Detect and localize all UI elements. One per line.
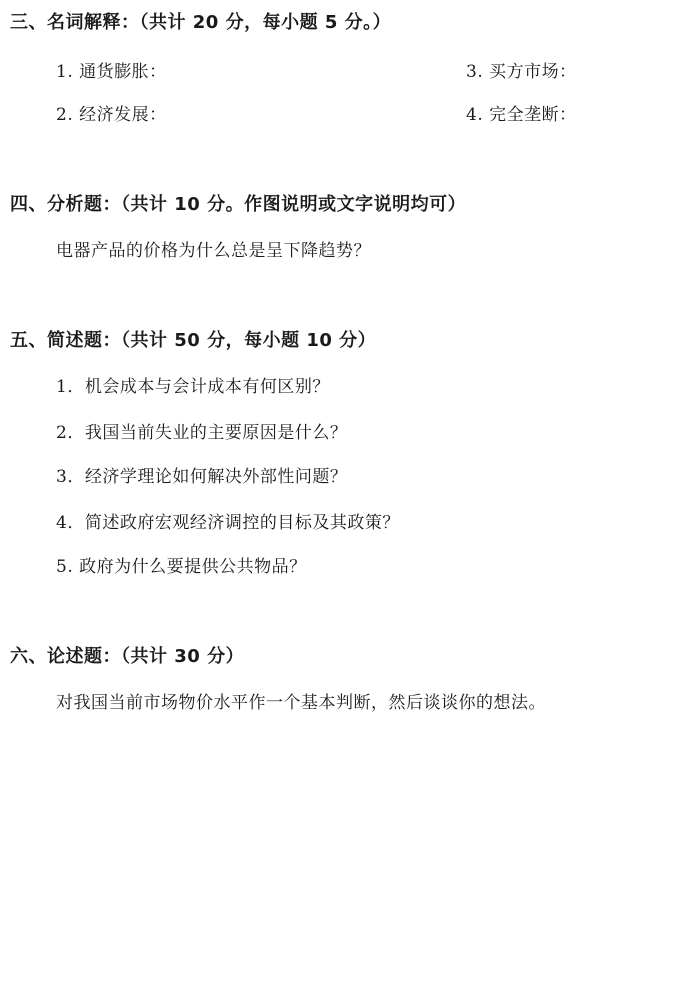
section-6-heading: 六、论述题：（共计 30 分） [10, 646, 245, 667]
section-4-question: 电器产品的价格为什么总是呈下降趋势？ [56, 241, 371, 261]
section-5-question-2: 2．我国当前失业的主要原因是什么？ [56, 423, 348, 443]
section-3-item-2: 2. 经济发展： [56, 105, 167, 125]
section-3-item-3: 3. 买方市场： [466, 62, 577, 82]
section-6-question: 对我国当前市场物价水平作一个基本判断，然后谈谈你的想法。 [56, 693, 546, 713]
section-4-heading: 四、分析题：（共计 10 分。作图说明或文字说明均可） [10, 194, 467, 215]
section-5-question-1: 1．机会成本与会计成本有何区别？ [56, 377, 330, 397]
section-3-item-4: 4. 完全垄断： [466, 105, 577, 125]
section-3-item-1: 1. 通货膨胀： [56, 62, 167, 82]
section-5-heading: 五、简述题：（共计 50 分，每小题 10 分） [10, 330, 377, 351]
section-5-question-3: 3．经济学理论如何解决外部性问题？ [56, 467, 348, 487]
section-5-question-5: 5. 政府为什么要提供公共物品？ [56, 557, 307, 577]
section-5-question-4: 4．简述政府宏观经济调控的目标及其政策？ [56, 513, 400, 533]
section-3-heading: 三、名词解释：（共计 20 分，每小题 5 分。） [10, 12, 392, 33]
